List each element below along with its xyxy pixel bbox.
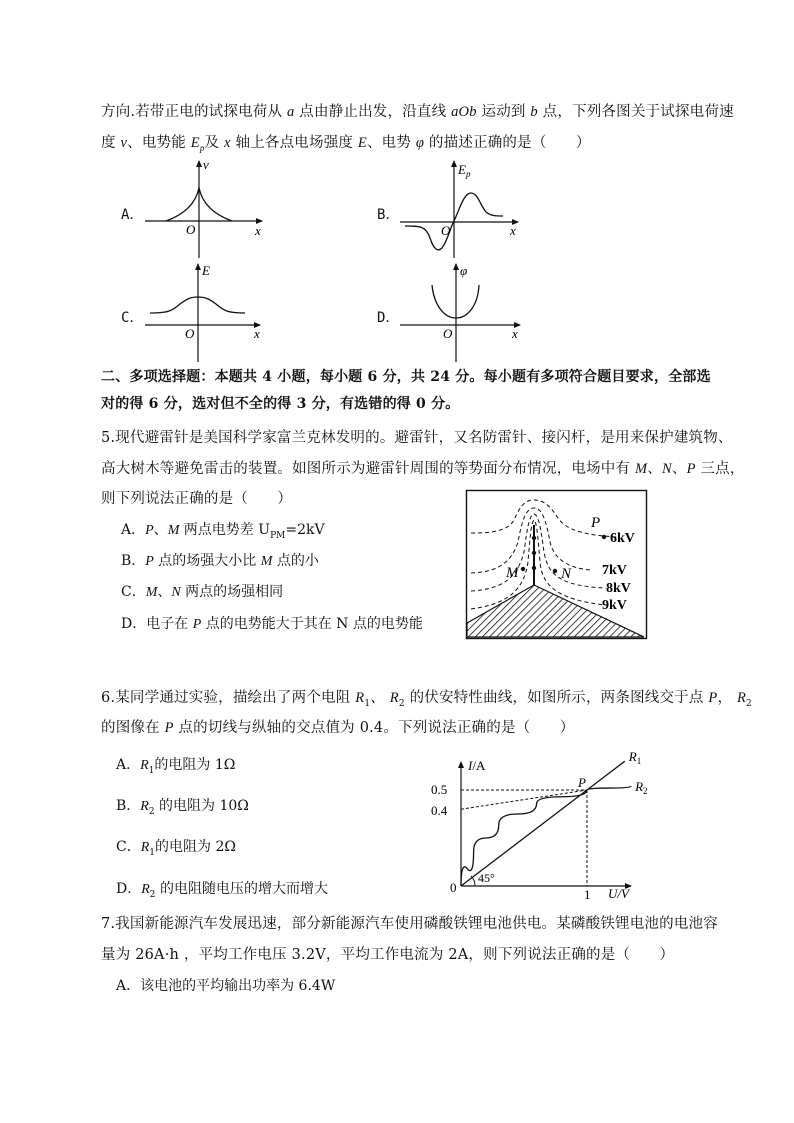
label-8kV: 8kV (606, 581, 631, 596)
text: 、 (370, 690, 390, 706)
text: 及 (204, 135, 225, 151)
point-N-dot (553, 569, 557, 573)
var-E: E (357, 135, 367, 151)
text: 点的电势能大于其在 N 点的电势能 (201, 616, 423, 632)
var-R2: R (389, 690, 399, 706)
angle-annotation: 45° (478, 871, 495, 885)
option-a-label: A． (121, 207, 144, 223)
option-key: D． (116, 881, 142, 897)
q5-option-c[interactable] (121, 582, 283, 603)
q7-stem-line1: 7.我国新能源汽车发展迅速，部分新能源汽车使用磷酸铁锂电池供电。某磷酸铁锂电池的电池容 (101, 916, 718, 932)
y-axis-label: E (202, 263, 210, 278)
var-M: M (635, 461, 648, 477)
text: 的电阻为 10Ω (154, 798, 249, 814)
var-P: P (145, 523, 154, 538)
origin-label: O (186, 222, 196, 237)
option-c-label: C． (121, 310, 144, 326)
var-b: b (530, 104, 538, 120)
sub-2: 2 (746, 698, 752, 709)
intersection-label-P: P (578, 775, 586, 790)
series-label-R2: $R_2$ (635, 779, 648, 797)
text: 、 (647, 461, 662, 477)
sub: 1 (149, 847, 156, 858)
origin-label: O (443, 326, 453, 341)
label-P: P (591, 515, 601, 531)
origin-label: 0 (450, 880, 457, 895)
graph-d (400, 263, 520, 362)
q6-option-d[interactable] (116, 879, 328, 905)
var-aOb: aOb (451, 104, 477, 120)
var-P: P (708, 690, 718, 706)
x-axis-label: x (510, 223, 516, 238)
y-tick-label: 0.5 (431, 782, 448, 797)
var-P: P (145, 554, 154, 569)
section-header-line1: 二、多项选择题：本题共 4 小题，每小题 6 分，共 24 分。每小题有多项符合题目要求，全部选 (101, 369, 711, 385)
text: 点，下列各图关于试探电荷速 (537, 104, 734, 120)
var-N: N (662, 461, 672, 477)
var-R: R (140, 758, 149, 773)
text: 点的场强大小比 (153, 553, 261, 569)
text: 的电阻随电压的增大而增大 (155, 881, 328, 897)
text: 三点， (695, 461, 745, 477)
var-M: M (260, 554, 273, 569)
point-P-dot (602, 535, 606, 539)
y-axis-label: I/A (468, 758, 486, 773)
text: 高大树木等避免雷击的装置。如图所示为避雷针周围的等势面分布情况，电场中有 (101, 461, 636, 477)
section-header-line2: 对的得 6 分，选对但不全的得 3 分，有选错的得 0 分。 (101, 396, 460, 412)
var-M: M (167, 523, 180, 538)
rod-dot (532, 536, 536, 540)
x-axis-label: U/V (608, 886, 629, 901)
q7-stem-line2: 量为 26A·h ，平均工作电压 3.2V，平均工作电流为 2A，则下列说法正确的是（ ） (101, 947, 675, 963)
q5-stem-line2 (101, 459, 745, 479)
var-P: P (686, 461, 696, 477)
text: ， (717, 690, 737, 706)
q6-option-c[interactable] (116, 837, 236, 863)
option-key: B． (116, 798, 141, 814)
origin-label: O (185, 326, 195, 341)
q7-option-a[interactable]: A．该电池的平均输出功率为 6.4W (116, 978, 336, 994)
label-M: M (506, 565, 519, 581)
text: 的描述正确的是（ ） (424, 135, 591, 151)
text: 6.某同学通过实验，描绘出了两个电阻 (101, 690, 356, 706)
y-axis-label: $E_p$ (458, 162, 471, 179)
var-R: R (140, 799, 149, 814)
text: 点的切线与纵轴的交点值为 0.4。下列说法正确的是（ ） (173, 720, 575, 736)
sub-2: 2 (398, 698, 405, 709)
text: 、 (671, 461, 687, 477)
tangent-line (461, 790, 587, 809)
label-6kV: 6kV (610, 531, 635, 546)
q6-stem-line1 (101, 688, 752, 714)
point-M-dot (521, 567, 525, 571)
var-R: R (141, 882, 150, 897)
q5-option-a[interactable] (121, 520, 325, 546)
var-R2: R (736, 690, 747, 706)
text: 的电阻为 1Ω (154, 757, 236, 773)
text: 轴上各点电场强度 (230, 135, 358, 151)
sub-p: p (199, 142, 205, 153)
var-P: P (192, 617, 202, 632)
text: 电子在 (146, 616, 193, 632)
lightning-rod-figure (466, 490, 647, 639)
option-key: B． (121, 553, 146, 569)
q6-option-b[interactable] (116, 796, 249, 822)
label-N: N (561, 566, 572, 582)
text: 点的小 (272, 553, 319, 569)
text: 、电势能 (127, 135, 191, 151)
option-key: C． (116, 839, 141, 855)
text: 运动到 (476, 104, 531, 120)
text: 的图像在 (101, 720, 165, 736)
option-d-label: D． (377, 310, 400, 326)
text: 的电阻为 2Ω (155, 839, 236, 855)
q6-option-a[interactable] (116, 755, 235, 781)
rod-dot (532, 551, 536, 555)
text: 、 (157, 584, 172, 600)
var-M: M (145, 585, 158, 600)
var-phi: φ (415, 135, 425, 151)
sub-1: 1 (364, 698, 371, 709)
x-axis-label: x (254, 326, 260, 341)
var-a: a (287, 104, 295, 120)
rod-dot (532, 566, 536, 570)
q5-stem-line3: 则下列说法正确的是（ ） (101, 491, 293, 507)
series-R1 (461, 761, 625, 886)
sub: 2 (148, 806, 155, 817)
var-v: v (120, 135, 128, 151)
graph-b (400, 161, 518, 258)
sub: 1 (148, 765, 155, 776)
var-x: x (224, 135, 231, 151)
text: 两点的场强相同 (180, 584, 284, 600)
text: 、 (153, 522, 168, 538)
var-R1: R (355, 690, 365, 706)
var-P: P (164, 720, 174, 736)
text: 度 (101, 135, 121, 151)
var-Ep: E (190, 135, 200, 151)
origin-label: O (441, 223, 451, 238)
y-axis-label: φ (460, 263, 468, 278)
option-key: D． (121, 616, 147, 632)
option-key: A． (121, 522, 146, 538)
text: 的伏安特性曲线，如图所示，两条图线交于点 (404, 690, 709, 706)
option-b-label: B． (377, 207, 400, 223)
label-9kV: 9kV (602, 598, 627, 613)
var-N: N (171, 585, 181, 600)
sub: 2 (149, 889, 156, 900)
q5-option-d[interactable] (121, 614, 423, 635)
text: 、电势 (366, 135, 416, 151)
x-axis-label: x (255, 223, 261, 238)
text: 点由静止出发，沿直线 (294, 104, 452, 120)
x-tick-label: 1 (584, 887, 591, 902)
sub-PM: PM (270, 530, 286, 541)
graph-c (145, 263, 260, 362)
option-key: C． (121, 584, 146, 600)
text: 两点电势差 U (179, 522, 271, 538)
q5-option-b[interactable] (121, 551, 319, 572)
label-7kV: 7kV (602, 563, 627, 578)
option-key: A． (116, 757, 141, 773)
text: 方向.若带正电的试探电荷从 (101, 104, 288, 120)
y-axis-label: v (203, 157, 209, 172)
y-tick-label: 0.4 (431, 803, 448, 819)
q5-stem-line1: 5.现代避雷针是美国科学家富兰克林发明的。避雷针，又名防雷针、接闪杆，是用来保护建筑物、 (101, 430, 733, 446)
text: =2kV (285, 522, 325, 538)
iu-chart (420, 749, 648, 902)
x-axis-label: x (512, 326, 518, 341)
var-R: R (140, 840, 150, 855)
q6-stem-line2 (101, 718, 574, 738)
series-label-R1: $R_1$ (628, 749, 642, 767)
